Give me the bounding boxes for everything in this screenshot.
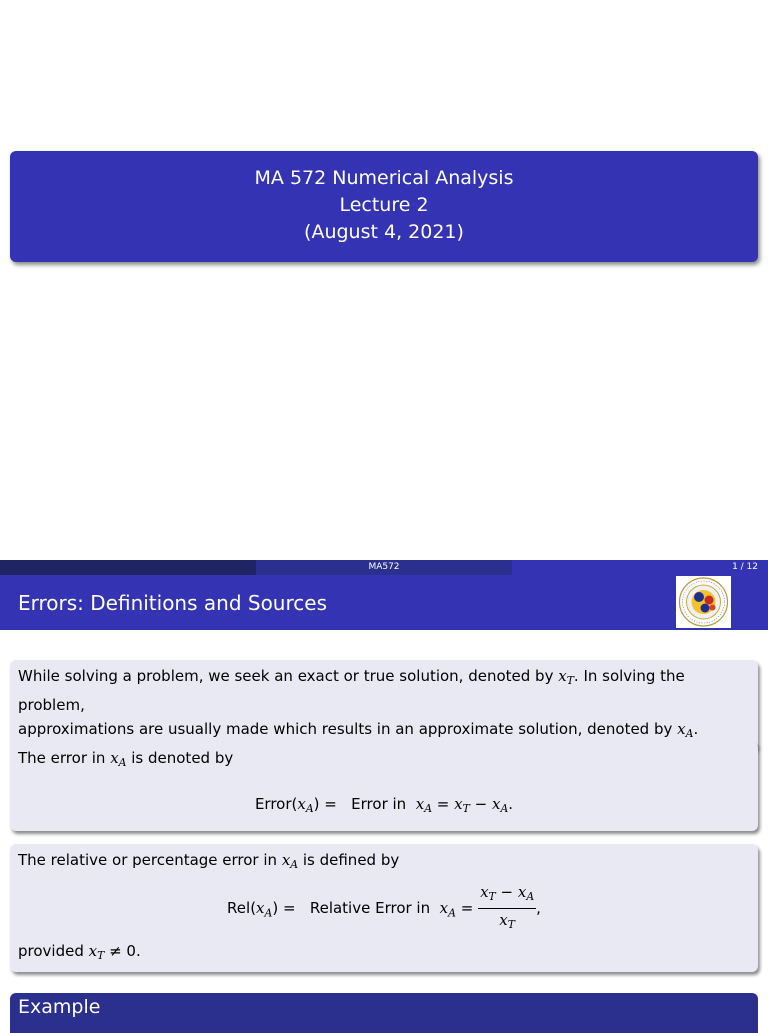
block1-text: . In solving the problem,	[18, 667, 685, 715]
fraction-denominator	[478, 909, 536, 936]
frame-title-bar	[0, 575, 768, 630]
math-sub-A: A	[290, 858, 299, 872]
block1-text: .	[693, 720, 699, 739]
headline-bar	[0, 560, 768, 575]
error-intro-end: is denoted by	[126, 749, 234, 767]
block1-text: While solving a problem, we seek an exact or true solution, denoted by	[18, 667, 559, 685]
math-sub-A: A	[685, 727, 694, 741]
rel-intro: The relative or percentage error in	[18, 851, 282, 869]
error-equation	[18, 792, 750, 821]
fraction-numerator	[478, 881, 536, 909]
math-sub-T: T	[507, 918, 515, 932]
error-intro: The error in	[18, 749, 111, 767]
math-minus: −	[474, 795, 488, 814]
math-sub-A: A	[264, 906, 273, 920]
error-lhs-end: ) =	[313, 795, 337, 814]
relative-error-block	[10, 844, 758, 972]
block1-text: approximations are usually made which results in an approximate solution, denoted by	[18, 720, 678, 739]
math-x: x	[439, 899, 449, 918]
rel-intro-end: is defined by	[298, 851, 400, 869]
math-x: x	[454, 795, 463, 814]
example-block-header	[10, 993, 758, 1033]
relative-error-equation	[18, 881, 750, 936]
math-x: x	[110, 749, 119, 767]
provided-text: provided	[18, 941, 89, 960]
math-sub-A: A	[305, 802, 314, 816]
math-sub-A: A	[500, 802, 509, 816]
rel-mid: Relative Error in	[309, 899, 431, 918]
math-x: x	[517, 883, 527, 902]
math-sub-A: A	[526, 890, 535, 904]
title-box	[10, 151, 758, 262]
math-sub-T: T	[462, 802, 470, 816]
math-sub-T: T	[488, 890, 496, 904]
math-equals: =	[436, 795, 450, 814]
course-title: MA 572 Numerical Analysis	[254, 167, 514, 189]
lecture-date: (August 4, 2021)	[304, 221, 464, 243]
error-mid: Error in	[351, 795, 407, 814]
lecture-number: Lecture 2	[339, 194, 429, 216]
rel-lhs-end: ) =	[272, 899, 296, 918]
frame-title: Errors: Definitions and Sources	[18, 591, 327, 615]
example-title: Example	[18, 996, 101, 1018]
page-number: 1 / 12	[732, 562, 758, 572]
math-minus: −	[500, 883, 514, 902]
math-x: x	[480, 883, 489, 902]
institute-seal-icon	[676, 576, 731, 628]
neq-zero-text: ≠ 0.	[104, 941, 141, 960]
error-block	[10, 742, 758, 831]
math-sub-A: A	[448, 906, 456, 920]
math-x: x	[256, 899, 265, 918]
math-sub-T: T	[566, 674, 574, 688]
math-x: x	[558, 667, 567, 685]
course-code: MA572	[368, 562, 400, 572]
headline-right	[512, 560, 768, 575]
math-x: x	[677, 720, 686, 739]
math-x: x	[415, 795, 425, 814]
math-equals: =	[460, 899, 474, 918]
headline-left	[0, 560, 256, 575]
math-x: x	[297, 795, 306, 814]
math-x: x	[499, 911, 508, 930]
rel-tail: ,	[536, 899, 541, 918]
math-x: x	[281, 851, 291, 869]
definition-block	[10, 660, 758, 750]
headline-center	[256, 560, 512, 575]
rel-lhs: Rel(	[227, 899, 257, 918]
math-sub-A: A	[424, 802, 433, 816]
math-sub-T: T	[97, 948, 105, 962]
math-x: x	[88, 941, 98, 960]
math-sub-A: A	[118, 756, 127, 770]
error-tail: .	[508, 795, 514, 814]
fraction	[478, 881, 536, 936]
error-lhs: Error(	[254, 795, 298, 814]
math-x: x	[491, 795, 501, 814]
